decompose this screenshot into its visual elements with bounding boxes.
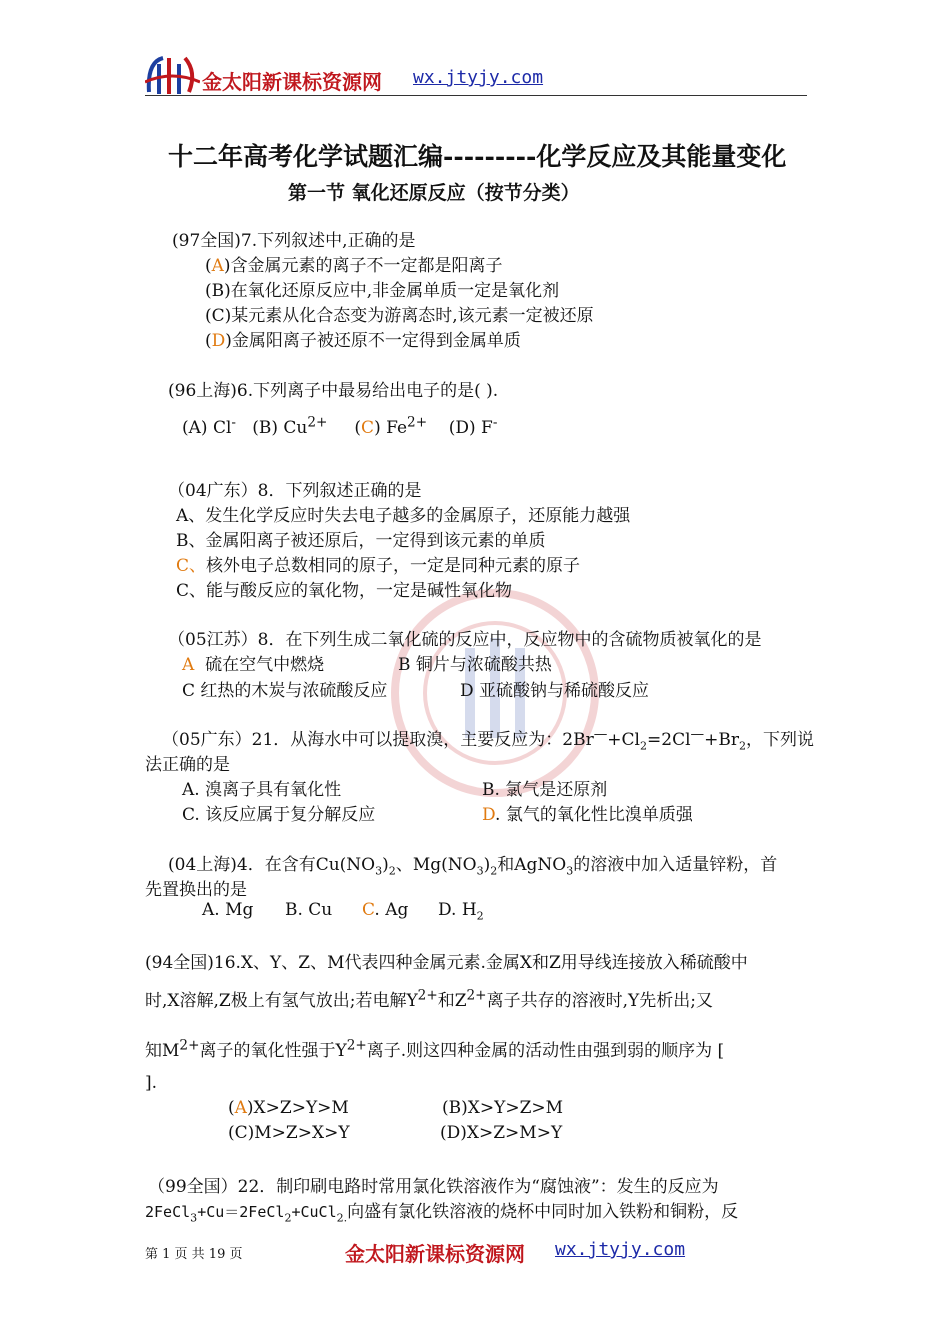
q96-option-d: (D) F-	[448, 414, 498, 438]
q04sh-option-d: D. $H_2$	[438, 900, 484, 923]
q94-option-a: (A)X>Z>Y>M	[228, 1098, 349, 1118]
q94-line3: 知$M^{2+}$离子的氧化性强于$Y^{2+}$离子.则这四种金属的活动性由强到弱的顺序为 [	[145, 1037, 725, 1061]
q05gd-stem-line2: 法正确的是	[145, 755, 230, 775]
q05js-option-d: D 亚硫酸钠与稀硫酸反应	[460, 681, 650, 701]
q04gd-option-a: A、发生化学反应时失去电子越多的金属原子，还原能力越强	[176, 506, 631, 526]
header-brand: 金太阳新课标资源网	[202, 70, 382, 94]
q97-option-d: (D)金属阳离子被还原不一定得到金属单质	[205, 331, 521, 351]
q05gd-stem: （05广东）21．从海水中可以提取溴，主要反应为：$2Br^—+Cl_2=2Cl^—+Br_2$，下列说	[162, 726, 815, 753]
q97-option-a: (A)含金属元素的离子不一定都是阳离子	[205, 256, 503, 276]
q96-options	[182, 414, 497, 438]
q04sh-stem-line2: 先置换出的是	[145, 880, 247, 900]
footer-brand: 金太阳新课标资源网	[345, 1242, 525, 1266]
option-text: 含金属元素的离子不一定都是阳离子	[230, 256, 503, 276]
q96-stem: (96上海)6.下列离子中最易给出电子的是( ).	[168, 381, 499, 401]
q94-line4: ].	[145, 1073, 158, 1093]
q97-stem: (97全国)7.下列叙述中,正确的是	[172, 231, 416, 251]
q99-line1: （99全国）22．制印刷电路时常用氯化铁溶液作为“腐蚀液”：发生的反应为	[148, 1177, 719, 1197]
q97-option-c: (C)某元素从化合态变为游离态时,该元素一定被还原	[205, 306, 594, 326]
header-site-link[interactable]: wx.jtyjy.com	[413, 67, 544, 88]
q05gd-option-d: D. 氯气的氧化性比溴单质强	[482, 805, 693, 825]
q05js-option-c: C 红热的木炭与浓硫酸反应	[182, 681, 388, 701]
logo-icon	[145, 52, 200, 98]
q99-line2: 2FeCl$_3$+Cu＝2FeCl$_2$+CuCl$_{2.}$向盛有氯化铁溶液的烧杯中同时加入铁粉和铜粉，反	[145, 1202, 739, 1225]
q94-option-c: (C)M>Z>X>Y	[228, 1123, 350, 1143]
q94-option-b: (B)X>Y>Z>M	[442, 1098, 564, 1118]
footer-site-link[interactable]: wx.jtyjy.com	[555, 1239, 686, 1260]
q05js-option-b: B 铜片与浓硫酸共热	[398, 655, 552, 675]
q04sh-option-b: B. Cu	[285, 900, 333, 920]
answer-letter: A	[211, 256, 224, 276]
q97-option-b: (B)在氧化还原反应中,非金属单质一定是氧化剂	[205, 281, 560, 301]
footer-page-number: 第 1 页 共 19 页	[145, 1247, 243, 1262]
q05js-option-a: A 硫在空气中燃烧	[182, 655, 325, 675]
q94-line1: (94全国)16.X、Y、Z、M代表四种金属元素.金属X和Z用导线连接放入稀硫酸中	[145, 953, 748, 973]
q04sh-option-a: A. Mg	[202, 900, 254, 920]
header-rule	[145, 95, 807, 96]
answer-letter: D	[211, 331, 226, 351]
q04gd-option-b: B、金属阳离子被还原后，一定得到该元素的单质	[176, 531, 546, 551]
q94-line2: 时,X溶解,Z极上有氢气放出;若电解$Y^{2+}$和$Z^{2+}$离子共存的溶液时,Y先析出;又	[145, 987, 713, 1011]
section-subtitle: 第一节 氧化还原反应（按节分类）	[288, 182, 580, 204]
q05gd-option-c: C. 该反应属于复分解反应	[182, 805, 376, 825]
q04sh-option-c: C. Ag	[362, 900, 409, 920]
q05gd-option-a: A. 溴离子具有氧化性	[182, 780, 342, 800]
q04gd-stem: （04广东）8．下列叙述正确的是	[168, 481, 422, 501]
q96-option-b: (B) $Cu^{2+}$	[252, 414, 328, 438]
q94-option-d: (D)X>Z>M>Y	[440, 1123, 563, 1143]
q05gd-option-b: B. 氯气是还原剂	[482, 780, 608, 800]
option-text: 金属阳离子被还原不一定得到金属单质	[231, 331, 521, 351]
q04gd-option-d: C、能与酸反应的氧化物，一定是碱性氧化物	[176, 581, 513, 601]
q96-option-c: (C) $Fe^{2+}$	[354, 414, 428, 438]
q96-option-a: (A) Cl-	[182, 414, 236, 438]
q04sh-stem: (04上海)4．在含有$Cu(NO_3)_2$、$Mg(NO_3)_2$和AgNO$_3$的溶液中加入适量锌粉，首	[168, 855, 778, 878]
q05js-stem: （05江苏）8．在下列生成二氧化硫的反应中，反应物中的含硫物质被氧化的是	[168, 630, 762, 650]
q04gd-option-c: C、核外电子总数相同的原子，一定是同种元素的原子	[176, 556, 581, 576]
page-title: 十二年高考化学试题汇编---------化学反应及其能量变化	[168, 142, 787, 171]
